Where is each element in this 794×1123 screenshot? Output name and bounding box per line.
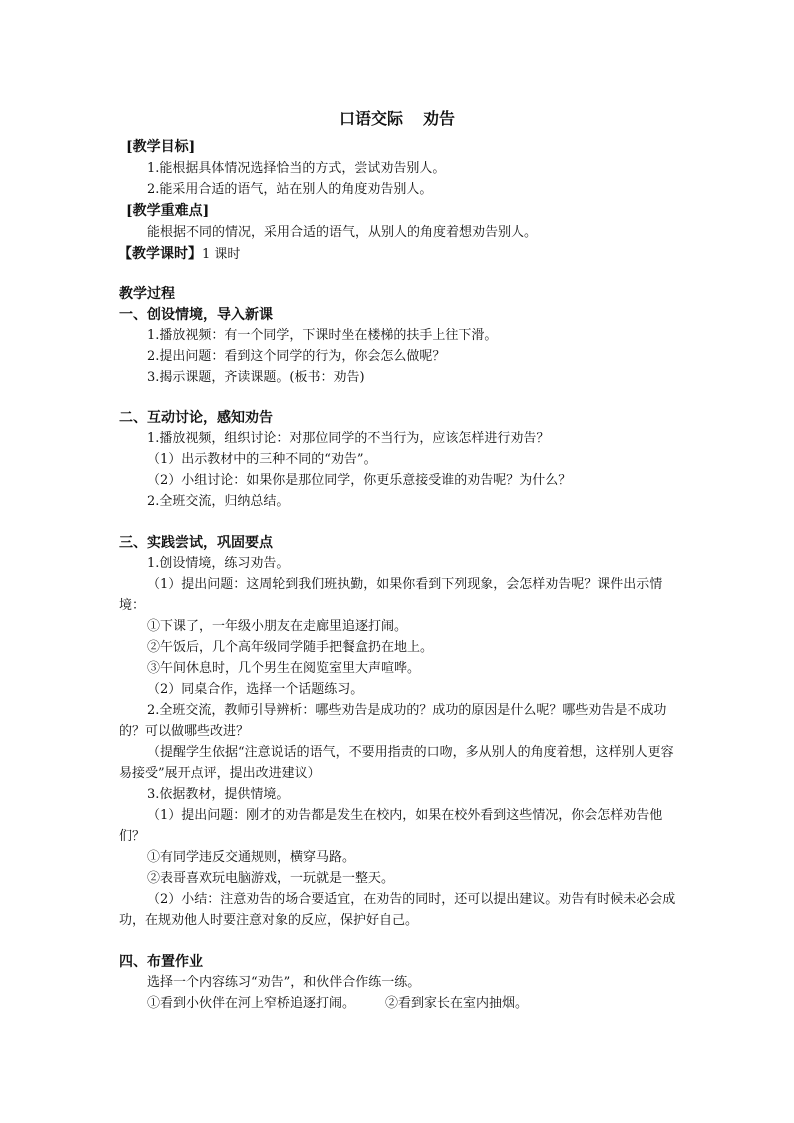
scenario-item: ②午饭后，几个高年级同学随手把餐盒扔在地上。 xyxy=(147,640,434,655)
section1-item: 1.播放视频：有一个同学，下课时坐在楼梯的扶手上往下滑。 xyxy=(147,328,498,343)
section4-heading: 四、布置作业 xyxy=(119,954,203,970)
section2-item: （2）小组讨论：如果你是那位同学，你更乐意接受谁的劝告呢？为什么？ xyxy=(147,473,572,488)
homework-option: ②看到家长在室内抽烟。 xyxy=(385,996,529,1011)
section3-paragraph: 1.创设情境，练习劝告。 xyxy=(147,556,290,571)
section1-heading: 一、创设情境，导入新课 xyxy=(119,307,273,323)
objective-item: 1.能根据具体情况选择恰当的方式，尝试劝告别人。 xyxy=(147,161,446,176)
periods-row xyxy=(118,244,240,264)
title-left: 口语交际 xyxy=(338,109,403,128)
objectives-heading: [教学目标] xyxy=(126,139,196,155)
section3-paragraph: 3.依据教材，提供情境。 xyxy=(147,787,290,802)
scenario-item: ②表哥喜欢玩电脑游戏，一玩就是一整天。 xyxy=(147,871,395,886)
homework-option: ①看到小伙伴在河上窄桥追逐打闹。 xyxy=(147,996,356,1011)
objective-item: 2.能采用合适的语气，站在别人的角度劝告别人。 xyxy=(147,182,433,197)
section1-item: 2.提出问题：看到这个同学的行为，你会怎么做呢？ xyxy=(147,349,446,364)
section2-item: 1.播放视频，组织讨论：对那位同学的不当行为，应该怎样进行劝告？ xyxy=(147,431,550,446)
title-right: 劝告 xyxy=(423,109,456,128)
process-heading: 教学过程 xyxy=(119,286,175,302)
section3-paragraph: （1）提出问题：刚才的劝告都是发生在校内，如果在校外看到这些情况，你会怎样劝告他们？ xyxy=(119,808,663,844)
periods-heading: 【教学课时】 xyxy=(118,246,202,262)
key-points-text: 能根据不同的情况，采用合适的语气，从别人的角度着想劝告别人。 xyxy=(147,225,538,240)
periods-value: 1 课时 xyxy=(202,247,241,262)
section3-paragraph: 2.全班交流，教师引导辨析：哪些劝告是成功的？成功的原因是什么呢？哪些劝告是不成功的？可以做哪些改进？ xyxy=(119,703,667,739)
homework-text: 选择一个内容练习“劝告”，和伙伴合作练一练。 xyxy=(147,975,421,990)
section3-heading: 三、实践尝试，巩固要点 xyxy=(119,535,273,551)
section3-paragraph: （1）提出问题：这周轮到我们班执勤，如果你看到下列现象，会怎样劝告呢？课件出示情境： xyxy=(119,577,663,613)
section3-paragraph: （提醒学生依据“注意说话的语气，不要用指责的口吻，多从别人的角度着想，这样别人更容易接受”展开点评，提出改进建议） xyxy=(119,745,674,781)
section2-item: 2.全班交流，归纳总结。 xyxy=(147,494,290,509)
scenario-item: ①有同学违反交通规则，横穿马路。 xyxy=(147,850,356,865)
key-points-heading: [教学重难点] xyxy=(126,203,210,219)
scenario-item: ③午间休息时，几个男生在阅览室里大声喧哗。 xyxy=(147,661,421,676)
section3-paragraph: （2）同桌合作，选择一个话题练习。 xyxy=(147,682,364,697)
section2-item: （1）出示教材中的三种不同的“劝告”。 xyxy=(147,452,377,467)
section1-item: 3.揭示课题，齐读课题。(板书：劝告) xyxy=(147,370,365,385)
section2-heading: 二、互动讨论，感知劝告 xyxy=(119,410,273,426)
scenario-item: ①下课了，一年级小朋友在走廊里追逐打闹。 xyxy=(147,619,408,634)
section3-paragraph: （2）小结：注意劝告的场合要适宜，在劝告的同时，还可以提出建议。劝告有时候未必会成功，在规劝他人时要注意对象的反应，保护好自己。 xyxy=(119,892,676,928)
page-title xyxy=(0,106,794,129)
